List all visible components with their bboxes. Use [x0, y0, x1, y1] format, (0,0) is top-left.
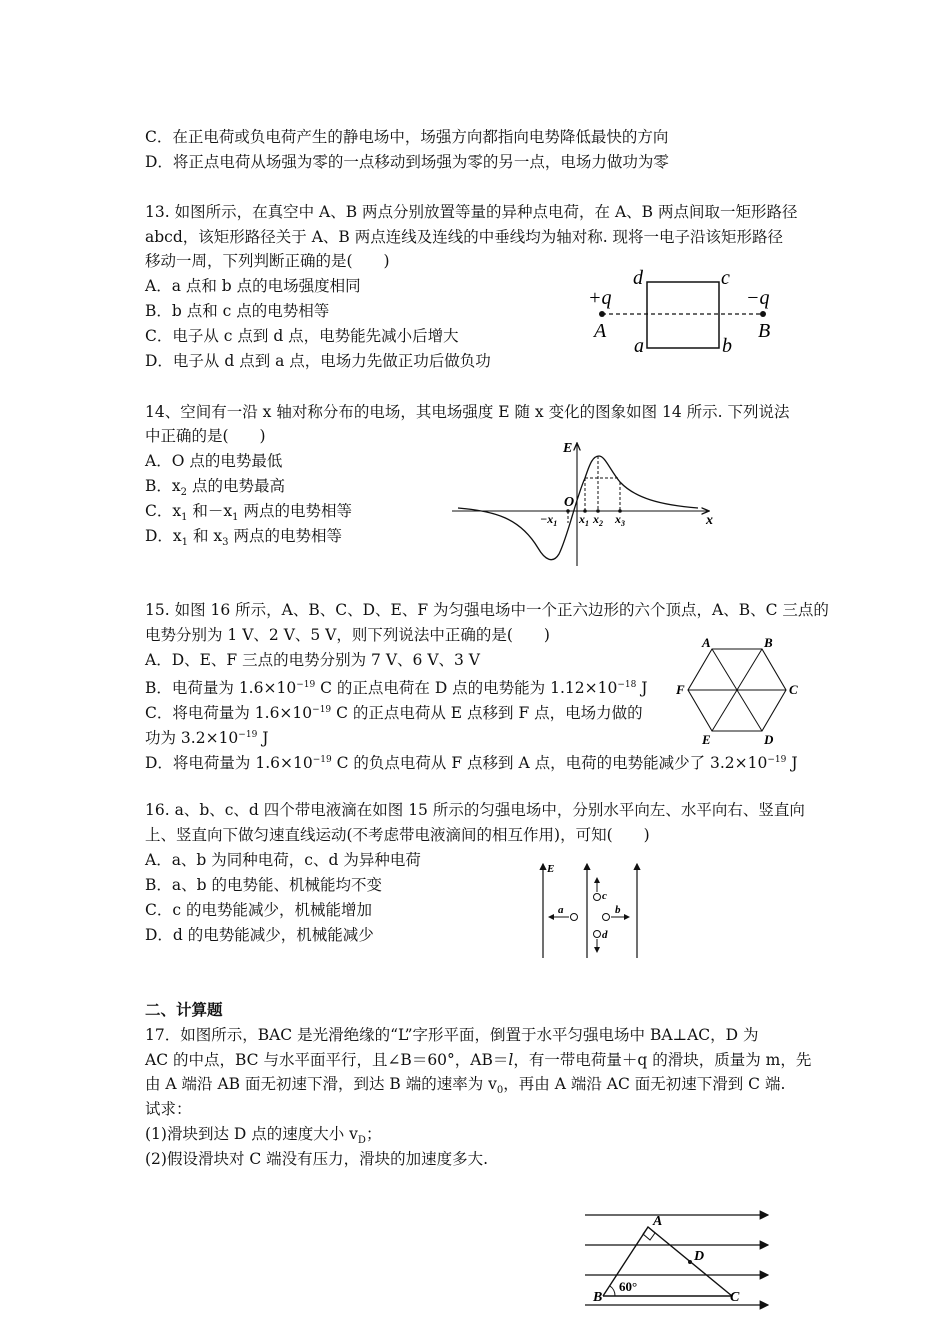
- label-A: A: [702, 635, 711, 650]
- label-C: C: [730, 1290, 740, 1305]
- label-angle: 60°: [619, 1279, 638, 1294]
- label-x3: $x_3$: [615, 512, 625, 528]
- q15-option-d: D．将电荷量为 $1.6\times 10^{-19}$ C 的负点电荷从 F 点移到 A 点，电荷的电势能减少了 $3.2\times 10^{-19}$ J: [145, 754, 798, 773]
- q15-stem-line1: 15. 如图 16 所示，A、B、C、D、E、F 为匀强电场中一个正六边形的六个顶点，A、B、C 三点的: [145, 601, 829, 619]
- droplet-b: [603, 914, 610, 921]
- label-b: b: [722, 335, 732, 357]
- q16-field-figure: [535, 858, 650, 960]
- q14-stem-line2: 中正确的是( ): [145, 427, 266, 445]
- q12-option-d: D．将正点电荷从场强为零的一点移动到场强为零的另一点，电场力做功为零: [145, 153, 669, 171]
- q13-option-a: A．a 点和 b 点的电场强度相同: [145, 277, 361, 295]
- label-O: O: [564, 495, 575, 510]
- q16-stem-line1: 16. a、b、c、d 四个带电液滴在如图 15 所示的匀强电场中，分别水平向左、水平向右、竖直向: [145, 801, 805, 819]
- section-title: 二、计算题: [145, 1000, 223, 1019]
- label-F: F: [676, 682, 685, 697]
- droplet-d: [594, 931, 601, 938]
- q14-option-a: A．O 点的电势最低: [145, 452, 283, 470]
- label-D: D: [694, 1249, 705, 1264]
- q17-part2: (2)假设滑块对 C 端没有压力，滑块的加速度多大.: [145, 1150, 489, 1168]
- q16-option-a: A．a、b 为同种电荷，c、d 为异种电荷: [145, 851, 421, 869]
- q14-stem-line1: 14、空间有一沿 x 轴对称分布的电场，其电场强度 E 随 x 变化的图象如图 14 所示. 下列说法: [145, 403, 790, 421]
- q13-stem-line1: 13. 如图所示，在真空中 A、B 两点分别放置等量的异种点电荷，在 A、B 两点间取一矩形路径: [145, 203, 798, 221]
- label-A: A: [653, 1214, 663, 1229]
- label-b: b: [615, 904, 621, 916]
- q17-part1: (1)滑块到达 D 点的速度大小 $v_D$；: [145, 1125, 382, 1147]
- q17-line1: 17．如图所示，BAC 是光滑绝缘的“L”字形平面，倒置于水平匀强电场中 BA⊥AC，D 为: [145, 1026, 759, 1044]
- q17-line4: 试求：: [145, 1100, 192, 1118]
- label-B: B: [593, 1290, 603, 1305]
- label-B: B: [764, 635, 773, 650]
- label-C: C: [789, 682, 798, 697]
- label-x2: $x_2$: [593, 512, 603, 528]
- label-E: E: [547, 863, 555, 875]
- q13-option-b: B．b 点和 c 点的电势相等: [145, 302, 330, 320]
- label-d: d: [602, 929, 608, 941]
- label-D: D: [764, 732, 774, 747]
- label-a: a: [634, 335, 644, 357]
- droplet-c: [594, 894, 601, 901]
- q15-option-c: C．将电荷量为 $1.6\times 10^{-19}$ C 的正点电荷从 E 点移到 F 点，电场力做的: [145, 704, 643, 723]
- label-plus-q: +q: [588, 287, 612, 309]
- q15-option-a: A．D、E、F 三点的电势分别为 7 V、6 V、3 V: [145, 651, 480, 669]
- q17-figure: [580, 1205, 775, 1313]
- q15-option-c-cont: 功为 $3.2\times 10^{-19}$ J: [145, 729, 269, 748]
- q17-line2: AC 的中点，BC 与水平面平行，且∠B＝60°，AB＝l，有一带电荷量＋q 的滑块，质量为 m，先: [145, 1051, 812, 1069]
- rect-path-abcd: [647, 282, 719, 348]
- label-x1: $x_1$: [579, 512, 589, 528]
- angle-arc-b: [610, 1286, 615, 1296]
- q13-stem-line2: abcd，该矩形路径关于 A、B 两点连线及连线的中垂线均为轴对称. 现将一电子沿该矩形路径: [145, 228, 784, 246]
- label-a: a: [558, 904, 564, 916]
- e-field-curve: [458, 456, 698, 560]
- label-minus-q: −q: [746, 287, 770, 309]
- q17-line3: 由 A 端沿 AB 面无初速下滑，到达 B 端的速率为 $v_0$，再由 A 端沿 AC 面无初速下滑到 C 端.: [145, 1075, 786, 1097]
- q12-option-c: C．在正电荷或负电荷产生的静电场中，场强方向都指向电势降低最快的方向: [145, 128, 669, 146]
- label-E: E: [563, 441, 573, 456]
- label-c: c: [721, 267, 730, 289]
- q14-option-d: D．$x_1$ 和 $x_3$ 两点的电势相等: [145, 527, 342, 549]
- q15-stem-line2: 电势分别为 1 V、2 V、5 V，则下列说法中正确的是( ): [145, 626, 550, 644]
- charge-a-dot: [599, 311, 605, 317]
- q14-figure: [450, 438, 725, 568]
- label-c: c: [602, 890, 607, 902]
- droplet-a: [571, 914, 578, 921]
- label-x: x: [706, 513, 713, 528]
- q16-option-c: C．c 的电势能减少，机械能增加: [145, 901, 372, 919]
- q16-stem-line2: 上、竖直向下做匀速直线运动(不考虑带电液滴间的相互作用)，可知( ): [145, 826, 650, 844]
- q16-option-b: B．a、b 的电势能、机械能均不变: [145, 876, 382, 894]
- q13-stem-line3: 移动一周，下列判断正确的是( ): [145, 252, 390, 270]
- point-D: [688, 1260, 692, 1264]
- q14-option-c: C．$x_1$ 和$-x_1$ 两点的电势相等: [145, 502, 352, 524]
- q16-option-d: D．d 的电势能减少，机械能减少: [145, 926, 374, 944]
- q15-option-b: B．电荷量为 $1.6\times 10^{-19}$ C 的正点电荷在 D 点的电势能为 $1.12\times 10^{-18}$ J: [145, 679, 648, 698]
- label-d: d: [633, 267, 643, 289]
- q13-option-d: D．电子从 d 点到 a 点，电场力先做正功后做负功: [145, 352, 491, 370]
- q13-figure: [580, 262, 800, 362]
- label-A: A: [594, 320, 607, 342]
- q15-hexagon-figure: [672, 635, 802, 747]
- q14-option-b: B．$x_2$ 点的电势最高: [145, 477, 285, 499]
- q13-option-c: C．电子从 c 点到 d 点，电势能先减小后增大: [145, 327, 459, 345]
- label-neg-x1: $-x_1$: [540, 512, 558, 528]
- charge-b-dot: [760, 311, 766, 317]
- label-E: E: [702, 732, 711, 747]
- label-B: B: [758, 320, 771, 342]
